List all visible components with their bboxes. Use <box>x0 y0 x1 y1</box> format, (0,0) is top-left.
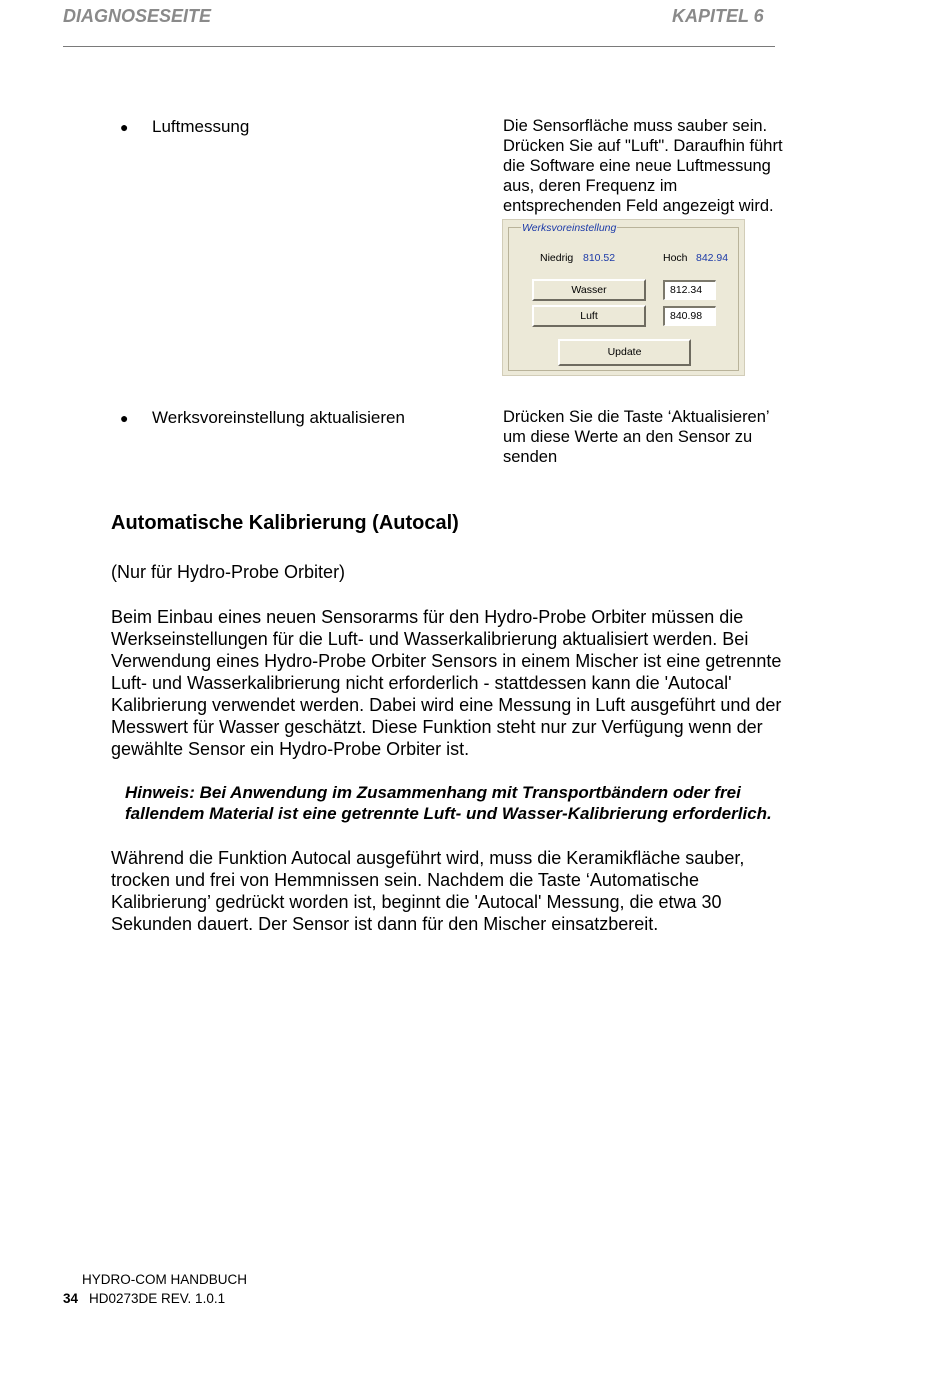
paragraph-line: Beim Einbau eines neuen Sensorarms für den Hydro-Probe Orbiter müssen die <box>111 607 744 627</box>
paragraph-line: trocken und frei von Hemmnissen sein. Nachdem die Taste ‘Automatische <box>111 870 699 890</box>
row-description-luftmessung <box>503 116 833 216</box>
low-label: Niedrig <box>540 252 574 264</box>
paragraph-line: Kalibrierung’ gedrückt worden ist, beginnt die 'Autocal' Messung, die etwa 30 <box>111 892 722 912</box>
water-value-field[interactable]: 812.34 <box>663 280 716 300</box>
description-line: Drücken Sie auf "Luft". Daraufhin führt <box>503 137 783 155</box>
paragraph-line: Werkseinstellungen für die Luft- und Wasserkalibrierung aktualisiert werden. Bei <box>111 629 749 649</box>
row-description-werksvoreinstellung <box>503 407 833 467</box>
bullet-dot: ● <box>120 119 129 135</box>
paragraph-2 <box>111 847 911 935</box>
high-value: 842.94 <box>696 252 729 264</box>
description-line: senden <box>503 448 558 466</box>
description-line: entsprechenden Feld angezeigt wird. <box>503 197 774 215</box>
paragraph-line: Verwendung eines Hydro-Probe Orbiter Sensors in einem Mischer ist eine getrennte <box>111 651 782 671</box>
description-line: um diese Werte an den Sensor zu <box>503 428 753 446</box>
factory-settings-group <box>508 222 739 371</box>
group-title: Werksvoreinstellung <box>522 222 617 234</box>
description-line: Drücken Sie die Taste ‘Aktualisieren’ <box>503 408 770 426</box>
paragraph-line: Kalibrierung verwendet werden. Dabei wird eine Messung in Luft ausgeführt und der <box>111 695 782 715</box>
footer-title: HYDRO-COM HANDBUCH <box>82 1272 247 1287</box>
page-number: 34 <box>63 1291 79 1306</box>
paragraph-line: gewählte Sensor ein Hydro-Probe Orbiter ist. <box>111 739 470 759</box>
header-chapter-number: KAPITEL 6 <box>672 6 764 26</box>
air-button[interactable]: Luft <box>532 305 646 327</box>
note-line: Hinweis: Bei Anwendung im Zusammenhang mit Transportbändern oder frei <box>125 783 741 802</box>
row-label-werksvoreinstellung: Werksvoreinstellung aktualisieren <box>152 408 405 427</box>
description-line: aus, deren Frequenz im <box>503 177 678 195</box>
header-divider <box>63 46 775 47</box>
doc-reference: HD0273DE REV. 1.0.1 <box>89 1291 226 1306</box>
update-button[interactable]: Update <box>558 339 691 366</box>
high-label: Hoch <box>663 252 688 264</box>
water-button[interactable]: Wasser <box>532 279 646 301</box>
paragraph-line: Sekunden dauert. Der Sensor ist dann für den Mischer einsatzbereit. <box>111 914 659 934</box>
section-heading: Automatische Kalibrierung (Autocal) <box>111 512 459 534</box>
note-box <box>125 782 925 824</box>
row-label-luftmessung: Luftmessung <box>152 117 250 136</box>
section-subtitle: (Nur für Hydro-Probe Orbiter) <box>111 562 346 582</box>
paragraph-line: Während die Funktion Autocal ausgeführt wird, muss die Keramikfläche sauber, <box>111 848 745 868</box>
factory-settings-dialog <box>502 219 745 376</box>
note-line: fallendem Material ist eine getrennte Luft- und Wasser-Kalibrierung erforderlich. <box>125 804 772 823</box>
bullet-dot: ● <box>120 410 129 426</box>
paragraph-line: Messwert für Wasser geschätzt. Diese Funktion steht nur zur Verfügung wenn der <box>111 717 763 737</box>
air-value-field[interactable]: 840.98 <box>663 306 716 326</box>
low-value: 810.52 <box>583 252 616 264</box>
description-line: Die Sensorfläche muss sauber sein. <box>503 117 768 135</box>
paragraph-1 <box>111 606 911 760</box>
header-chapter-title: DIAGNOSESEITE <box>63 6 212 26</box>
paragraph-line: Luft- und Wasserkalibrierung nicht erforderlich - stattdessen kann die 'Autocal' <box>111 673 732 693</box>
description-line: die Software eine neue Luftmessung <box>503 157 771 175</box>
